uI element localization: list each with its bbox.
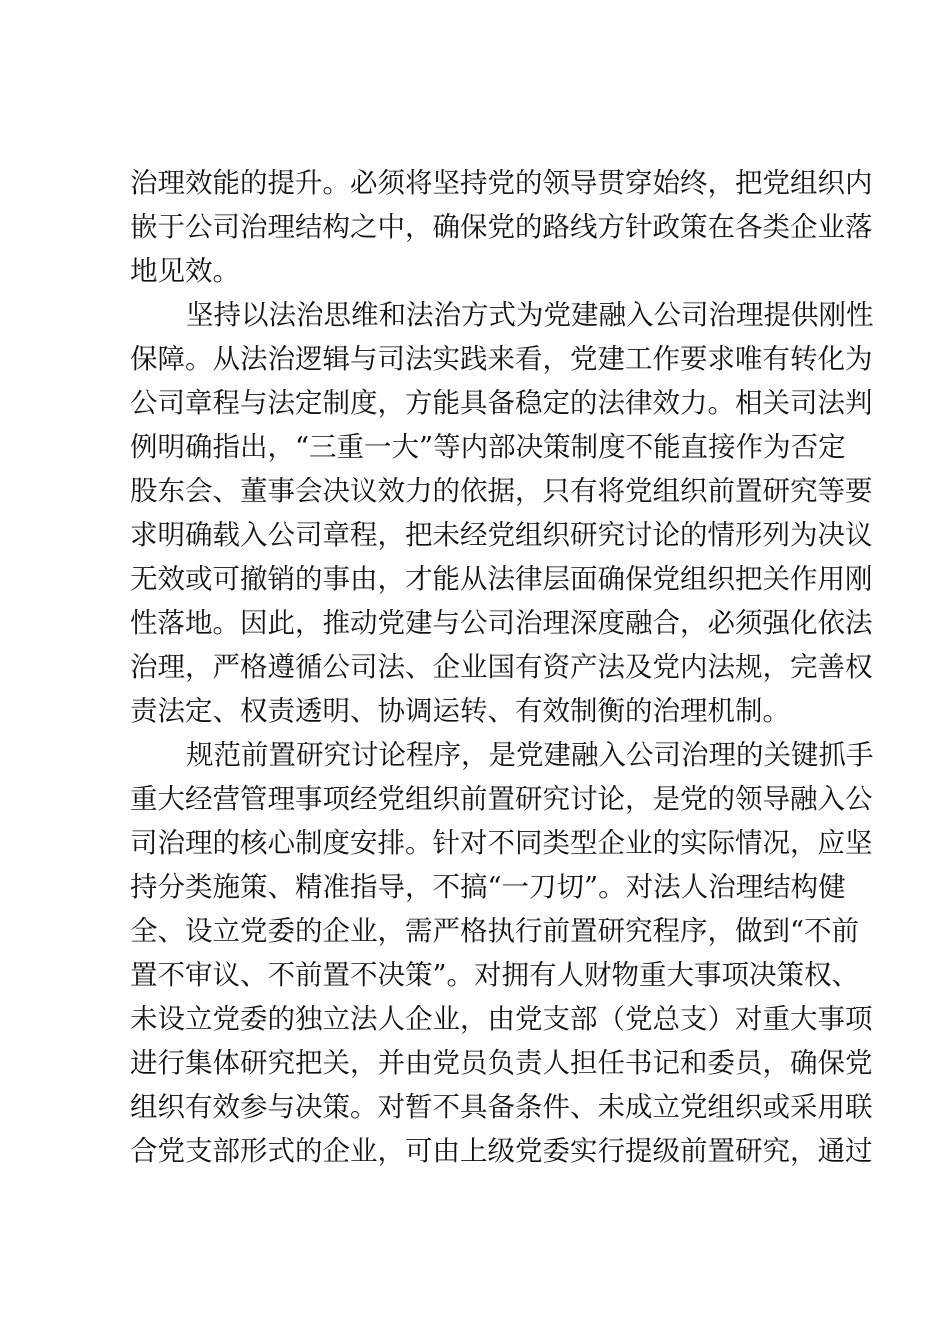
paragraph-first-line: 坚持以法治思维和法治方式为党建融入公司治理提供刚性 (186, 299, 874, 331)
text-line: 治理效能的提升。必须将坚持党的领导贯穿始终，把党组织内 (130, 167, 873, 199)
paragraph-first-line: 规范前置研究讨论程序，是党建融入公司治理的关键抓手 (186, 739, 874, 771)
text-line: 未设立党委的独立法人企业，由党支部（党总支）对重大事项 (130, 1003, 873, 1035)
text-line: 责法定、权责透明、协调运转、有效制衡的治理机制。 (130, 695, 790, 727)
text-line: 置不审议、不前置不决策”。对拥有人财物重大事项决策权、 (130, 959, 860, 991)
text-line: 股东会、董事会决议效力的依据，只有将党组织前置研究等要 (130, 475, 873, 507)
text-line: 司治理的核心制度安排。针对不同类型企业的实际情况，应坚 (130, 827, 873, 859)
text-line: 无效或可撤销的事由，才能从法律层面确保党组织把关作用刚 (130, 563, 873, 595)
text-line: 合党支部形式的企业，可由上级党委实行提级前置研究，通过 (130, 1135, 873, 1167)
text-line: 地见效。 (130, 255, 240, 287)
text-line: 求明确载入公司章程，把未经党组织研究讨论的情形列为决议 (130, 519, 873, 551)
text-line: 保障。从法治逻辑与司法实践来看，党建工作要求唯有转化为 (130, 343, 873, 375)
text-line: 治理，严格遵循公司法、企业国有资产法及党内法规，完善权 (130, 651, 873, 683)
text-line: 公司章程与法定制度，方能具备稳定的法律效力。相关司法判 (130, 387, 873, 419)
text-line: 性落地。因此，推动党建与公司治理深度融合，必须强化依法 (130, 607, 873, 639)
text-line: 例明确指出，“三重一大”等内部决策制度不能直接作为否定 (130, 431, 846, 463)
text-line: 全、设立党委的企业，需严格执行前置研究程序，做到“不前 (130, 915, 860, 947)
text-line: 嵌于公司治理结构之中，确保党的路线方针政策在各类企业落 (130, 211, 873, 243)
text-line: 进行集体研究把关，并由党员负责人担任书记和委员，确保党 (130, 1047, 873, 1079)
text-line: 持分类施策、精准指导，不搞“一刀切”。对法人治理结构健 (130, 871, 846, 903)
text-line: 组织有效参与决策。对暂不具备条件、未成立党组织或采用联 (130, 1091, 873, 1123)
text-line: 重大经营管理事项经党组织前置研究讨论，是党的领导融入公 (130, 783, 873, 815)
